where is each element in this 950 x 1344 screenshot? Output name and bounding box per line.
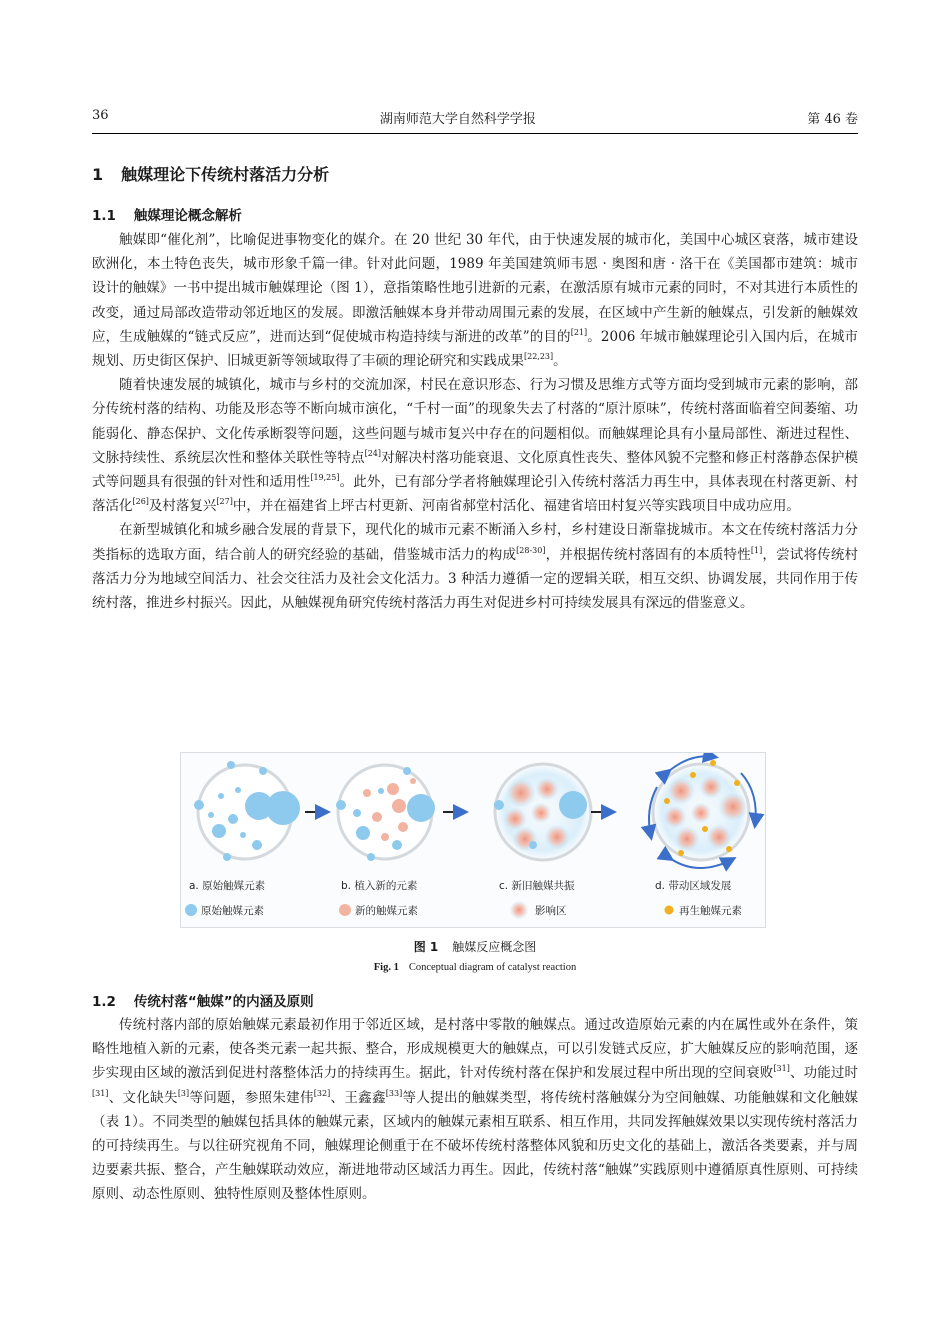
subsection-number: 1.1 xyxy=(92,208,116,224)
panel-b-circle xyxy=(336,765,435,861)
legend-regenerated-label: 再生触媒元素 xyxy=(679,905,742,917)
panel-b-label: b. 植入新的元素 xyxy=(341,880,418,892)
section-heading-1-2 xyxy=(92,990,314,1010)
panel-c-circle xyxy=(494,764,591,860)
figure-label-zh: 图 1 xyxy=(413,940,439,954)
citation-ref: [21] xyxy=(570,327,588,337)
legend-original-swatch xyxy=(185,904,197,916)
citation-ref: [31] xyxy=(92,1088,109,1098)
figure-caption-en xyxy=(0,962,950,973)
volume-label: 第 46 卷 xyxy=(807,112,858,127)
figure-title-zh: 触媒反应概念图 xyxy=(452,940,537,954)
figure-caption-zh xyxy=(0,938,950,955)
subsection-title: 传统村落“触媒”的内涵及原则 xyxy=(133,994,314,1010)
figure-catalyst-diagram xyxy=(180,752,766,928)
legend-influence-label: 影响区 xyxy=(535,905,567,917)
section-number: 1 xyxy=(92,165,104,184)
subsection-number: 1.2 xyxy=(92,994,116,1010)
panel-a-label: a. 原始触媒元素 xyxy=(189,880,266,892)
subsection-title: 触媒理论概念解析 xyxy=(133,208,242,224)
figure-title-en: Conceptual diagram of catalyst reaction xyxy=(408,962,577,973)
running-header xyxy=(92,108,858,134)
paragraph: 触媒即“催化剂”，比喻促进事物变化的媒介。在 20 世纪 30 年代，由于快速发展的城市化，美国中心城区衰落，城市建设欧洲化，本土特色丧失，城市形象千篇一律。针对此问题，1989 年美国建筑师韦恩 · 奥图和唐 · 洛干在《美国都市建筑：城市设计的触媒》一书中提出城市触媒理论（图 1），意指策略性地引进新的元素，在激活原有城市元素的同时，不对其进行本质性的改变，通过局部改造带动邻近地区的发展。即激活触媒本身并带动周围元素的发展，在区域中产生新的触媒点，引发新的触媒效应，生成触媒的“链式反应”，进而达到“促使城市构造持续与渐进的改革”的目的[21]。2006 年城市触媒理论引入国内后，在城市规划、历史街区保护、旧城更新等领域取得了丰硕的理论研究和实践成果[22,23]。 xyxy=(92,232,858,370)
citation-ref: [3] xyxy=(177,1088,190,1098)
legend-original-label: 原始触媒元素 xyxy=(201,905,264,917)
citation-ref: [26] xyxy=(132,497,149,507)
citation-ref: [19,25] xyxy=(310,473,340,483)
legend-new-swatch xyxy=(339,904,351,916)
catalyst-diagram-svg xyxy=(181,753,765,927)
paragraph: 传统村落内部的原始触媒元素最初作用于邻近区域，是村落中零散的触媒点。通过改造原始元素的内在属性或外在条件，策略性地植入新的元素，使各类元素一起共振、整合，形成规模更大的触媒点，可以引发链式反应，扩大触媒反应的影响范围，逐步实现由区域的激活到促进村落整体活力的持续再生。据此，针对传统村落在保护和发展过程中所出现的空间衰败[31]、功能过时[31]、文化缺失[3]等问题，参照朱建伟[32]、王鑫鑫[33]等人提出的触媒类型，将传统村落触媒分为空间触媒、功能触媒和文化触媒（表 1）。不同类型的触媒包括具体的触媒元素，区域内的触媒元素相互联系、相互作用，共同发挥触媒效果以实现传统村落活力的可持续再生。与以往研究视角不同，触媒理论侧重于在不破坏传统村落整体风貌和历史文化的基础上，激活各类要素，并与周边要素共振、整合，产生触媒联动效应，渐进地带动区域活力再生。因此，传统村落“触媒”实践原则中遵循原真性原则、可持续原则、动态性原则、独特性原则及整体性原则。 xyxy=(92,1017,859,1203)
legend-regenerated-swatch xyxy=(665,906,674,915)
citation-ref: [24] xyxy=(364,448,381,458)
citation-ref: [31] xyxy=(773,1064,790,1074)
citation-ref: [32] xyxy=(313,1088,331,1098)
section-1-1-body xyxy=(92,228,858,615)
legend-new-label: 新的触媒元素 xyxy=(355,905,418,917)
citation-ref: [28-30] xyxy=(516,545,546,555)
figure-label-en: Fig. 1 xyxy=(373,962,399,973)
citation-ref: [22,23] xyxy=(524,352,554,362)
section-1-2-body xyxy=(92,1013,858,1207)
section-title: 触媒理论下传统村落活力分析 xyxy=(121,165,330,184)
paragraph: 在新型城镇化和城乡融合发展的背景下，现代化的城市元素不断涌入乡村，乡村建设日渐靠拢城市。本文在传统村落活力分类指标的选取方面，结合前人的研究经验的基础，借鉴城市活力的构成[28-30]，并根据传统村落固有的本质特性[1]，尝试将传统村落活力分为地域空间活力、社会交往活力及社会文化活力。3 种活力遵循一定的逻辑关联，相互交织、协调发展，共同作用于传统村落，推进乡村振兴。因此，从触媒视角研究传统村落活力再生对促进乡村可持续发展具有深远的借鉴意义。 xyxy=(92,522,859,612)
panel-c-label: c. 新旧触媒共振 xyxy=(499,880,575,892)
legend-influence-swatch xyxy=(510,901,528,919)
citation-ref: [1] xyxy=(750,545,763,555)
panel-d-circle xyxy=(649,756,756,868)
journal-name: 湖南师范大学自然科学学报 xyxy=(379,112,536,127)
page-number: 36 xyxy=(92,108,109,123)
citation-ref: [33] xyxy=(385,1088,403,1098)
paragraph: 随着快速发展的城镇化，城市与乡村的交流加深，村民在意识形态、行为习惯及思维方式等方面均受到城市元素的影响，部分传统村落的结构、功能及形态等不断向城市演化，“千村一面”的现象失去了村落的“原汁原味”，传统村落面临着空间萎缩、功能弱化、静态保护、文化传承断裂等问题，这些问题与城市复兴中存在的问题相似。而触媒理论具有小量局部性、渐进过程性、文脉持续性、系统层次性和整体关联性等特点[24]对解决村落功能衰退、文化原真性丧失、整体风貌不完整和修正村落静态保护模式等问题具有很强的针对性和适用性[19,25]。此外，已有部分学者将触媒理论引入传统村落活力再生中，具体表现在村落更新、村落活化[26]及村落复兴[27]中，并在福建省上坪古村更新、河南省郝堂村活化、福建省培田村复兴等实践项目中成功应用。 xyxy=(92,377,859,515)
panel-a-circle xyxy=(194,761,300,861)
section-heading-1-1 xyxy=(92,204,242,224)
citation-ref: [27] xyxy=(216,497,233,507)
section-heading-1 xyxy=(92,162,329,185)
panel-d-label: d. 带动区域发展 xyxy=(655,880,732,892)
